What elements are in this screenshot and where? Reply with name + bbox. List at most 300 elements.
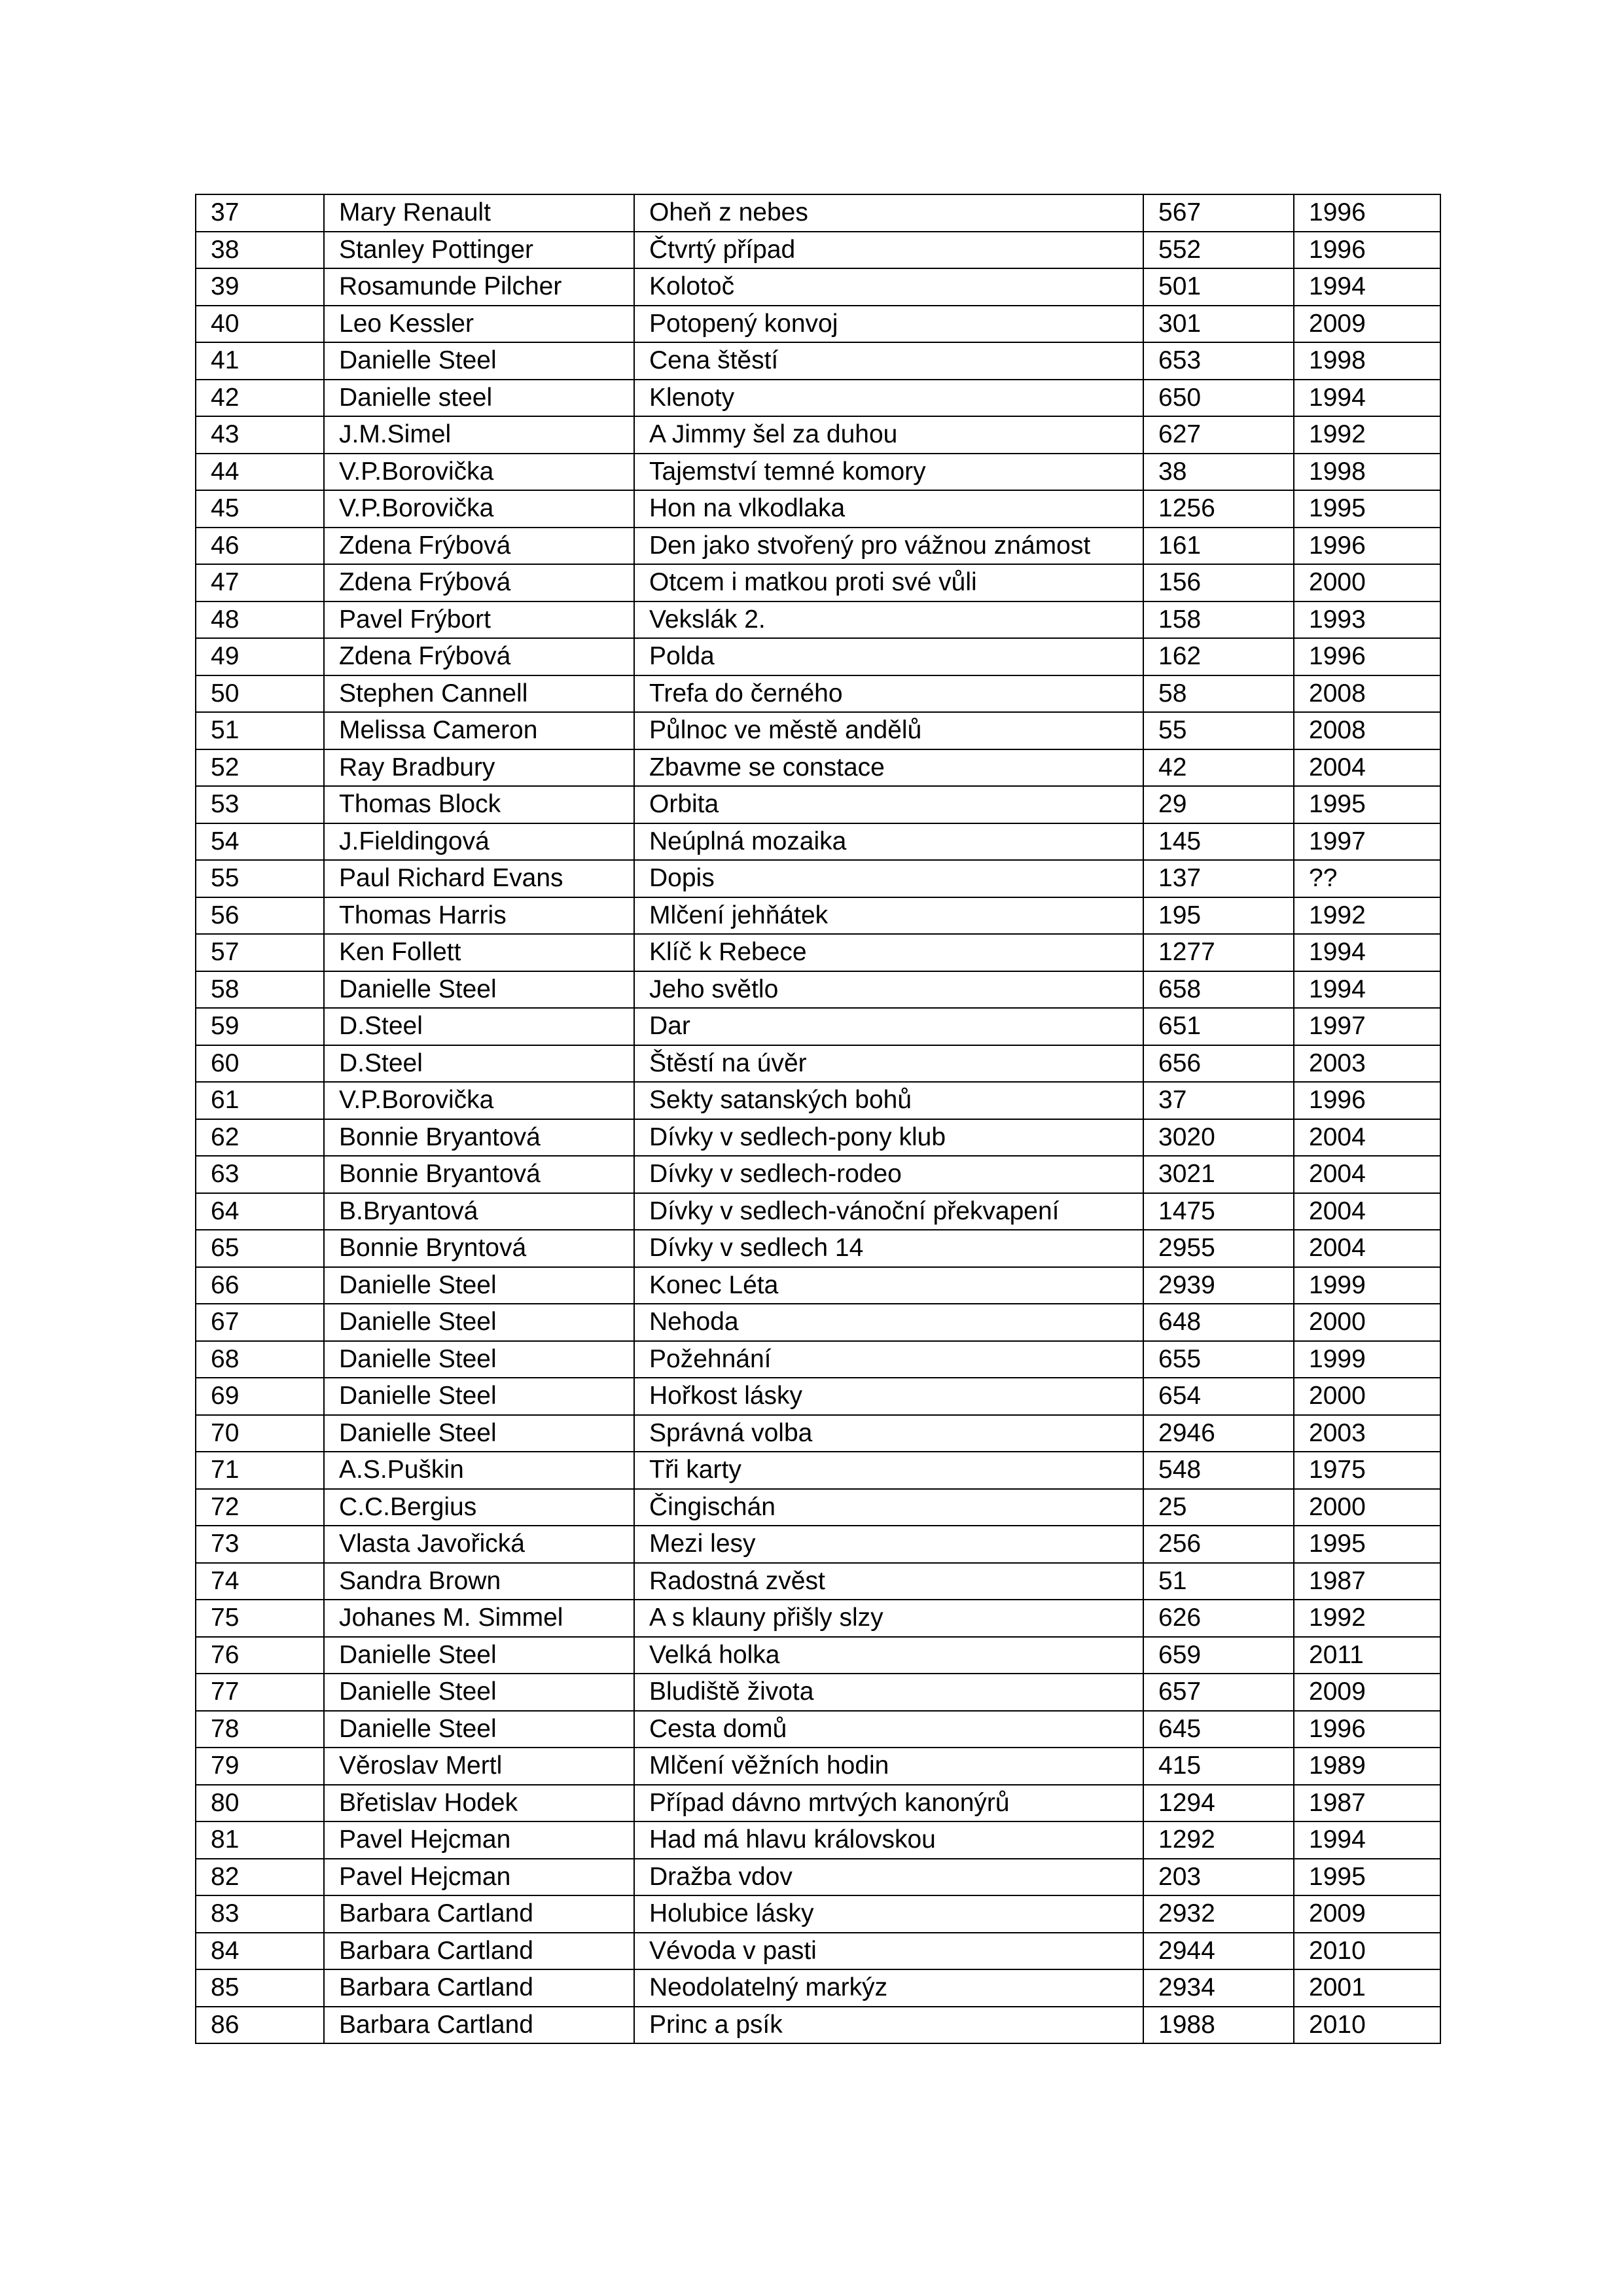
title-cell: Hon na vlkodlaka xyxy=(634,490,1143,528)
year-cell: 2009 xyxy=(1294,1674,1440,1711)
row-number-cell: 53 xyxy=(196,786,324,823)
author-cell: Danielle Steel xyxy=(324,1341,634,1378)
table-row xyxy=(196,1600,1440,1637)
id-cell: 137 xyxy=(1143,860,1294,897)
row-number-cell: 69 xyxy=(196,1378,324,1415)
author-cell: Thomas Harris xyxy=(324,897,634,935)
row-number-cell: 73 xyxy=(196,1526,324,1563)
title-cell: Radostná zvěst xyxy=(634,1563,1143,1600)
id-cell: 42 xyxy=(1143,749,1294,787)
id-cell: 626 xyxy=(1143,1600,1294,1637)
row-number-cell: 61 xyxy=(196,1082,324,1119)
title-cell: Kolotoč xyxy=(634,268,1143,306)
author-cell: Stanley Pottinger xyxy=(324,232,634,269)
id-cell: 2944 xyxy=(1143,1933,1294,1970)
id-cell: 501 xyxy=(1143,268,1294,306)
author-cell: Bonnie Bryantová xyxy=(324,1119,634,1157)
table-row xyxy=(196,1304,1440,1341)
title-cell: Dražba vdov xyxy=(634,1859,1143,1896)
table-row xyxy=(196,1674,1440,1711)
author-cell: V.P.Borovička xyxy=(324,1082,634,1119)
table-row xyxy=(196,1119,1440,1157)
year-cell: 1975 xyxy=(1294,1452,1440,1489)
year-cell: 1998 xyxy=(1294,454,1440,491)
table-row xyxy=(196,1637,1440,1674)
table-row xyxy=(196,1156,1440,1193)
author-cell: Ken Follett xyxy=(324,934,634,971)
table-row xyxy=(196,1895,1440,1933)
title-cell: Zbavme se constace xyxy=(634,749,1143,787)
table-row xyxy=(196,194,1440,232)
title-cell: Klíč k Rebece xyxy=(634,934,1143,971)
year-cell: 1995 xyxy=(1294,490,1440,528)
year-cell: 1999 xyxy=(1294,1341,1440,1378)
author-cell: Paul Richard Evans xyxy=(324,860,634,897)
author-cell: Rosamunde Pilcher xyxy=(324,268,634,306)
year-cell: 1997 xyxy=(1294,823,1440,861)
author-cell: Vlasta Javořická xyxy=(324,1526,634,1563)
table-row xyxy=(196,1045,1440,1083)
id-cell: 1294 xyxy=(1143,1785,1294,1822)
title-cell: Cena štěstí xyxy=(634,342,1143,380)
year-cell: 2000 xyxy=(1294,1489,1440,1526)
row-number-cell: 45 xyxy=(196,490,324,528)
row-number-cell: 79 xyxy=(196,1748,324,1785)
title-cell: Princ a psík xyxy=(634,2007,1143,2044)
title-cell: Den jako stvořený pro vážnou známost xyxy=(634,528,1143,565)
table-row xyxy=(196,1859,1440,1896)
row-number-cell: 82 xyxy=(196,1859,324,1896)
title-cell: A s klauny přišly slzy xyxy=(634,1600,1143,1637)
id-cell: 2939 xyxy=(1143,1267,1294,1304)
row-number-cell: 38 xyxy=(196,232,324,269)
row-number-cell: 43 xyxy=(196,416,324,454)
table-row xyxy=(196,1378,1440,1415)
title-cell: Neodolatelný markýz xyxy=(634,1969,1143,2007)
year-cell: 2000 xyxy=(1294,564,1440,601)
id-cell: 1475 xyxy=(1143,1193,1294,1230)
id-cell: 156 xyxy=(1143,564,1294,601)
year-cell: 1996 xyxy=(1294,232,1440,269)
id-cell: 648 xyxy=(1143,1304,1294,1341)
year-cell: 1994 xyxy=(1294,268,1440,306)
title-cell: Mlčení jehňátek xyxy=(634,897,1143,935)
year-cell: 2003 xyxy=(1294,1045,1440,1083)
year-cell: 2008 xyxy=(1294,675,1440,713)
author-cell: J.M.Simel xyxy=(324,416,634,454)
id-cell: 651 xyxy=(1143,1008,1294,1045)
row-number-cell: 55 xyxy=(196,860,324,897)
row-number-cell: 83 xyxy=(196,1895,324,1933)
table-row xyxy=(196,1267,1440,1304)
title-cell: Požehnání xyxy=(634,1341,1143,1378)
book-table xyxy=(195,194,1441,2044)
row-number-cell: 71 xyxy=(196,1452,324,1489)
title-cell: Čtvrtý případ xyxy=(634,232,1143,269)
title-cell: Orbita xyxy=(634,786,1143,823)
row-number-cell: 51 xyxy=(196,712,324,749)
id-cell: 645 xyxy=(1143,1711,1294,1748)
year-cell: 1994 xyxy=(1294,934,1440,971)
year-cell: 1987 xyxy=(1294,1563,1440,1600)
title-cell: Štěstí na úvěr xyxy=(634,1045,1143,1083)
author-cell: B.Bryantová xyxy=(324,1193,634,1230)
author-cell: Bonnie Bryntová xyxy=(324,1230,634,1267)
id-cell: 657 xyxy=(1143,1674,1294,1711)
title-cell: Čingischán xyxy=(634,1489,1143,1526)
author-cell: Mary Renault xyxy=(324,194,634,232)
author-cell: Pavel Hejcman xyxy=(324,1821,634,1859)
id-cell: 2934 xyxy=(1143,1969,1294,2007)
row-number-cell: 49 xyxy=(196,638,324,675)
row-number-cell: 56 xyxy=(196,897,324,935)
id-cell: 55 xyxy=(1143,712,1294,749)
author-cell: Johanes M. Simmel xyxy=(324,1600,634,1637)
title-cell: Případ dávno mrtvých kanonýrů xyxy=(634,1785,1143,1822)
title-cell: Sekty satanských bohů xyxy=(634,1082,1143,1119)
title-cell: Holubice lásky xyxy=(634,1895,1143,1933)
year-cell: 2004 xyxy=(1294,749,1440,787)
title-cell: Polda xyxy=(634,638,1143,675)
author-cell: Barbara Cartland xyxy=(324,1933,634,1970)
author-cell: Věroslav Mertl xyxy=(324,1748,634,1785)
table-row xyxy=(196,1341,1440,1378)
table-row xyxy=(196,1193,1440,1230)
id-cell: 58 xyxy=(1143,675,1294,713)
author-cell: Barbara Cartland xyxy=(324,1895,634,1933)
table-row xyxy=(196,1008,1440,1045)
year-cell: 1996 xyxy=(1294,1082,1440,1119)
row-number-cell: 77 xyxy=(196,1674,324,1711)
author-cell: Stephen Cannell xyxy=(324,675,634,713)
year-cell: 1999 xyxy=(1294,1267,1440,1304)
id-cell: 653 xyxy=(1143,342,1294,380)
year-cell: 2010 xyxy=(1294,1933,1440,1970)
author-cell: J.Fieldingová xyxy=(324,823,634,861)
id-cell: 3020 xyxy=(1143,1119,1294,1157)
year-cell: 1996 xyxy=(1294,528,1440,565)
row-number-cell: 74 xyxy=(196,1563,324,1600)
id-cell: 38 xyxy=(1143,454,1294,491)
author-cell: Danielle Steel xyxy=(324,1674,634,1711)
year-cell: 2004 xyxy=(1294,1193,1440,1230)
table-row xyxy=(196,971,1440,1009)
table-row xyxy=(196,490,1440,528)
year-cell: 2004 xyxy=(1294,1156,1440,1193)
table-row xyxy=(196,268,1440,306)
row-number-cell: 46 xyxy=(196,528,324,565)
id-cell: 162 xyxy=(1143,638,1294,675)
title-cell: Dívky v sedlech-pony klub xyxy=(634,1119,1143,1157)
author-cell: Břetislav Hodek xyxy=(324,1785,634,1822)
row-number-cell: 44 xyxy=(196,454,324,491)
year-cell: 2009 xyxy=(1294,1895,1440,1933)
author-cell: Zdena Frýbová xyxy=(324,528,634,565)
row-number-cell: 72 xyxy=(196,1489,324,1526)
row-number-cell: 78 xyxy=(196,1711,324,1748)
year-cell: 1992 xyxy=(1294,416,1440,454)
table-row xyxy=(196,823,1440,861)
table-row xyxy=(196,749,1440,787)
year-cell: 2000 xyxy=(1294,1304,1440,1341)
id-cell: 2946 xyxy=(1143,1415,1294,1452)
year-cell: 2009 xyxy=(1294,306,1440,343)
id-cell: 3021 xyxy=(1143,1156,1294,1193)
table-row xyxy=(196,1785,1440,1822)
row-number-cell: 75 xyxy=(196,1600,324,1637)
author-cell: Ray Bradbury xyxy=(324,749,634,787)
table-row xyxy=(196,1821,1440,1859)
title-cell: Mlčení věžních hodin xyxy=(634,1748,1143,1785)
row-number-cell: 42 xyxy=(196,380,324,417)
row-number-cell: 62 xyxy=(196,1119,324,1157)
table-row xyxy=(196,1969,1440,2007)
table-row xyxy=(196,601,1440,639)
title-cell: Mezi lesy xyxy=(634,1526,1143,1563)
year-cell: 1994 xyxy=(1294,971,1440,1009)
table-row xyxy=(196,1933,1440,1970)
table-row xyxy=(196,1230,1440,1267)
row-number-cell: 40 xyxy=(196,306,324,343)
title-cell: Trefa do černého xyxy=(634,675,1143,713)
author-cell: Danielle Steel xyxy=(324,1304,634,1341)
author-cell: V.P.Borovička xyxy=(324,454,634,491)
table-row xyxy=(196,528,1440,565)
title-cell: Klenoty xyxy=(634,380,1143,417)
table-row xyxy=(196,232,1440,269)
title-cell: Vévoda v pasti xyxy=(634,1933,1143,1970)
row-number-cell: 80 xyxy=(196,1785,324,1822)
row-number-cell: 41 xyxy=(196,342,324,380)
year-cell: 2004 xyxy=(1294,1119,1440,1157)
title-cell: Dívky v sedlech-vánoční překvapení xyxy=(634,1193,1143,1230)
title-cell: Tajemství temné komory xyxy=(634,454,1143,491)
title-cell: Dívky v sedlech-rodeo xyxy=(634,1156,1143,1193)
id-cell: 25 xyxy=(1143,1489,1294,1526)
table-row xyxy=(196,1489,1440,1526)
table-row xyxy=(196,934,1440,971)
id-cell: 658 xyxy=(1143,971,1294,1009)
author-cell: Danielle Steel xyxy=(324,1415,634,1452)
year-cell: 2003 xyxy=(1294,1415,1440,1452)
id-cell: 1292 xyxy=(1143,1821,1294,1859)
row-number-cell: 60 xyxy=(196,1045,324,1083)
year-cell: 1994 xyxy=(1294,380,1440,417)
row-number-cell: 48 xyxy=(196,601,324,639)
title-cell: Tři karty xyxy=(634,1452,1143,1489)
title-cell: Nehoda xyxy=(634,1304,1143,1341)
title-cell: Potopený konvoj xyxy=(634,306,1143,343)
id-cell: 2955 xyxy=(1143,1230,1294,1267)
table-row xyxy=(196,380,1440,417)
id-cell: 301 xyxy=(1143,306,1294,343)
table-row xyxy=(196,1748,1440,1785)
author-cell: Danielle Steel xyxy=(324,1637,634,1674)
year-cell: 1996 xyxy=(1294,194,1440,232)
id-cell: 650 xyxy=(1143,380,1294,417)
author-cell: Barbara Cartland xyxy=(324,1969,634,2007)
id-cell: 161 xyxy=(1143,528,1294,565)
table-row xyxy=(196,342,1440,380)
id-cell: 37 xyxy=(1143,1082,1294,1119)
table-row xyxy=(196,306,1440,343)
id-cell: 195 xyxy=(1143,897,1294,935)
row-number-cell: 66 xyxy=(196,1267,324,1304)
author-cell: Zdena Frýbová xyxy=(324,564,634,601)
row-number-cell: 47 xyxy=(196,564,324,601)
id-cell: 659 xyxy=(1143,1637,1294,1674)
year-cell: 2011 xyxy=(1294,1637,1440,1674)
year-cell: 1998 xyxy=(1294,342,1440,380)
table-row xyxy=(196,1711,1440,1748)
title-cell: Dopis xyxy=(634,860,1143,897)
id-cell: 552 xyxy=(1143,232,1294,269)
row-number-cell: 39 xyxy=(196,268,324,306)
year-cell: 1987 xyxy=(1294,1785,1440,1822)
id-cell: 1256 xyxy=(1143,490,1294,528)
title-cell: Konec Léta xyxy=(634,1267,1143,1304)
title-cell: Neúplná mozaika xyxy=(634,823,1143,861)
table-row xyxy=(196,2007,1440,2044)
year-cell: 1993 xyxy=(1294,601,1440,639)
row-number-cell: 65 xyxy=(196,1230,324,1267)
id-cell: 548 xyxy=(1143,1452,1294,1489)
title-cell: Velká holka xyxy=(634,1637,1143,1674)
year-cell: 2010 xyxy=(1294,2007,1440,2044)
year-cell: 1996 xyxy=(1294,638,1440,675)
row-number-cell: 58 xyxy=(196,971,324,1009)
id-cell: 1277 xyxy=(1143,934,1294,971)
author-cell: Sandra Brown xyxy=(324,1563,634,1600)
author-cell: Thomas Block xyxy=(324,786,634,823)
table-row xyxy=(196,1526,1440,1563)
author-cell: Danielle Steel xyxy=(324,1711,634,1748)
row-number-cell: 50 xyxy=(196,675,324,713)
table-row xyxy=(196,1082,1440,1119)
row-number-cell: 85 xyxy=(196,1969,324,2007)
id-cell: 2932 xyxy=(1143,1895,1294,1933)
row-number-cell: 86 xyxy=(196,2007,324,2044)
id-cell: 51 xyxy=(1143,1563,1294,1600)
table-row xyxy=(196,1563,1440,1600)
id-cell: 627 xyxy=(1143,416,1294,454)
table-row xyxy=(196,564,1440,601)
year-cell: 1995 xyxy=(1294,786,1440,823)
year-cell: 2000 xyxy=(1294,1378,1440,1415)
table-row xyxy=(196,1452,1440,1489)
author-cell: V.P.Borovička xyxy=(324,490,634,528)
title-cell: Správná volba xyxy=(634,1415,1143,1452)
table-row xyxy=(196,786,1440,823)
author-cell: Pavel Hejcman xyxy=(324,1859,634,1896)
title-cell: Cesta domů xyxy=(634,1711,1143,1748)
title-cell: Vekslák 2. xyxy=(634,601,1143,639)
table-row xyxy=(196,675,1440,713)
id-cell: 567 xyxy=(1143,194,1294,232)
year-cell: 1997 xyxy=(1294,1008,1440,1045)
year-cell: 2001 xyxy=(1294,1969,1440,2007)
id-cell: 203 xyxy=(1143,1859,1294,1896)
year-cell: 1995 xyxy=(1294,1859,1440,1896)
author-cell: C.C.Bergius xyxy=(324,1489,634,1526)
author-cell: Melissa Cameron xyxy=(324,712,634,749)
author-cell: Danielle Steel xyxy=(324,971,634,1009)
table-row xyxy=(196,860,1440,897)
author-cell: D.Steel xyxy=(324,1045,634,1083)
id-cell: 158 xyxy=(1143,601,1294,639)
title-cell: Had má hlavu královskou xyxy=(634,1821,1143,1859)
table-row xyxy=(196,712,1440,749)
id-cell: 654 xyxy=(1143,1378,1294,1415)
row-number-cell: 70 xyxy=(196,1415,324,1452)
table-row xyxy=(196,897,1440,935)
row-number-cell: 54 xyxy=(196,823,324,861)
table-row xyxy=(196,416,1440,454)
id-cell: 415 xyxy=(1143,1748,1294,1785)
author-cell: Leo Kessler xyxy=(324,306,634,343)
id-cell: 145 xyxy=(1143,823,1294,861)
row-number-cell: 37 xyxy=(196,194,324,232)
id-cell: 1988 xyxy=(1143,2007,1294,2044)
year-cell: 1996 xyxy=(1294,1711,1440,1748)
row-number-cell: 76 xyxy=(196,1637,324,1674)
year-cell: 1992 xyxy=(1294,1600,1440,1637)
title-cell: Jeho světlo xyxy=(634,971,1143,1009)
table-row xyxy=(196,638,1440,675)
author-cell: Danielle Steel xyxy=(324,1378,634,1415)
year-cell: 1995 xyxy=(1294,1526,1440,1563)
author-cell: Danielle Steel xyxy=(324,342,634,380)
title-cell: Půlnoc ve městě andělů xyxy=(634,712,1143,749)
year-cell: 2008 xyxy=(1294,712,1440,749)
title-cell: Oheň z nebes xyxy=(634,194,1143,232)
row-number-cell: 59 xyxy=(196,1008,324,1045)
author-cell: Danielle steel xyxy=(324,380,634,417)
table-row xyxy=(196,454,1440,491)
year-cell: 1989 xyxy=(1294,1748,1440,1785)
row-number-cell: 68 xyxy=(196,1341,324,1378)
author-cell: D.Steel xyxy=(324,1008,634,1045)
table-row xyxy=(196,1415,1440,1452)
id-cell: 655 xyxy=(1143,1341,1294,1378)
row-number-cell: 84 xyxy=(196,1933,324,1970)
id-cell: 256 xyxy=(1143,1526,1294,1563)
row-number-cell: 64 xyxy=(196,1193,324,1230)
row-number-cell: 67 xyxy=(196,1304,324,1341)
row-number-cell: 52 xyxy=(196,749,324,787)
year-cell: 1994 xyxy=(1294,1821,1440,1859)
title-cell: Dar xyxy=(634,1008,1143,1045)
row-number-cell: 81 xyxy=(196,1821,324,1859)
author-cell: Pavel Frýbort xyxy=(324,601,634,639)
author-cell: Danielle Steel xyxy=(324,1267,634,1304)
author-cell: Barbara Cartland xyxy=(324,2007,634,2044)
author-cell: Zdena Frýbová xyxy=(324,638,634,675)
row-number-cell: 57 xyxy=(196,934,324,971)
title-cell: Hořkost lásky xyxy=(634,1378,1143,1415)
book-table-body xyxy=(196,194,1440,2043)
id-cell: 29 xyxy=(1143,786,1294,823)
id-cell: 656 xyxy=(1143,1045,1294,1083)
year-cell: 2004 xyxy=(1294,1230,1440,1267)
title-cell: Bludiště života xyxy=(634,1674,1143,1711)
year-cell: 1992 xyxy=(1294,897,1440,935)
title-cell: Dívky v sedlech 14 xyxy=(634,1230,1143,1267)
title-cell: A Jimmy šel za duhou xyxy=(634,416,1143,454)
year-cell: ?? xyxy=(1294,860,1440,897)
author-cell: A.S.Puškin xyxy=(324,1452,634,1489)
author-cell: Bonnie Bryantová xyxy=(324,1156,634,1193)
